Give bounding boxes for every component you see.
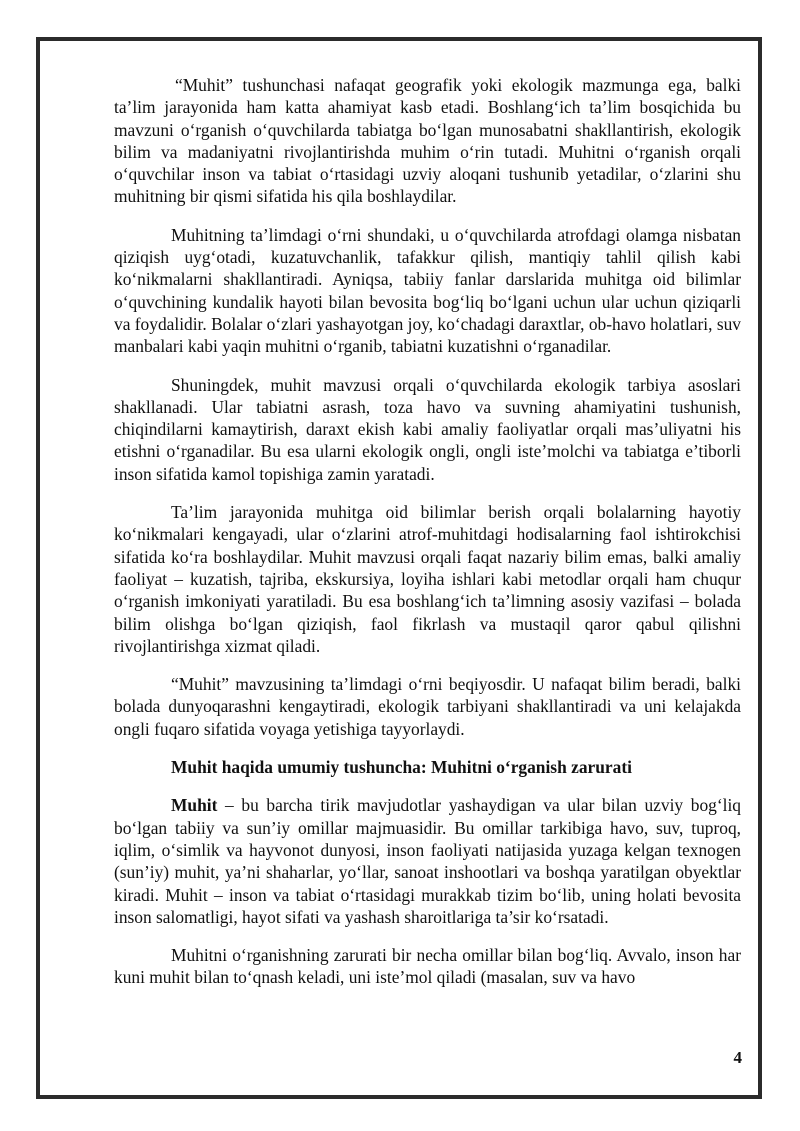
paragraph-intro: “Muhit” tushunchasi nafaqat geografik yoki ekologik mazmunga ega, balki ta’lim jarayonida ham katta ahamiyat kasb etadi. Boshlang‘ich ta’lim bosqichida bu mavzuni o‘rganish o‘quvchilarda tabiatga bo‘lgan munosabatni shakllantirish, ekologik bilim va madaniyatni rivojlantirishda muhim o‘rin tutadi. Muhitni o‘rganish orqali o‘quvchilar inson va tabiat o‘rtasidagi uzviy aloqani tushunib yetadilar, o‘zlarini shu muhitning bir qismi sifatida his qila boshlaydilar. xyxy=(114,75,741,207)
paragraph-conclusion: “Muhit” mavzusining ta’limdagi o‘rni beqiyosdir. U nafaqat bilim beradi, balki bolada dunyoqarashni kengaytiradi, ekologik tarbiyani shakllantiradi va uni kelajakda ongli fuqaro sifatida voyaga yetishiga tayyorlaydi. xyxy=(114,674,741,739)
paragraph-necessity: Muhitni o‘rganishning zarurati bir necha omillar bilan bog‘liq. Avvalo, inson har kuni muhit bilan to‘qnash keladi, uni iste’mol qiladi (masalan, suv va havo xyxy=(114,945,741,988)
definition-term: Muhit xyxy=(171,795,218,816)
page-number: 4 xyxy=(733,1048,742,1067)
paragraph-ecological-upbringing: Shuningdek, muhit mavzusi orqali o‘quvchilarda ekologik tarbiya asoslari shakllanadi. Ular tabiatni asrash, toza havo va suvning ahamiyatini tushunish, chiqindilarni kamaytirish, daraxt ekish kabi amaliy faoliyatlar orqali mas’uliyatni his etishni o‘rganadilar. Bu esa ularni ekologik ongli, ongli iste’molchi va tabiatga e’tiborli inson sifatida kamol topishiga zamin yaratadi. xyxy=(114,374,741,484)
document-body xyxy=(114,74,741,1005)
paragraph-definition xyxy=(114,794,741,928)
definition-text: – bu barcha tirik mavjudotlar yashaydigan va ular bilan uzviy bog‘liq bo‘lgan tabiiy va sun’iy omillar majmuasidir. Bu omillar tarkibiga havo, suv, tuproq, iqlim, o‘simlik va hayvonot dunyosi, inson faoliyati natijasida yuzaga kelgan texnogen (sun’iy) muhit, ya’ni shaharlar, yo‘llar, sanoat inshootlari va boshqa yaratilgan obyektlar kiradi. Muhit – inson va tabiat o‘rtasidagi murakkab tizim bo‘lib, uning holati bevosita inson salomatligi, hayot sifati va yashash sharoitlariga ta’sir ko‘rsatadi. xyxy=(114,795,741,927)
paragraph-life-skills: Ta’lim jarayonida muhitga oid bilimlar berish orqali bolalarning hayotiy ko‘nikmalari kengayadi, ular o‘zlarini atrof-muhitdagi hodisalarning faol ishtirokchisi sifatida ko‘ra boshlaydilar. Muhit mavzusi orqali faqat nazariy bilim emas, balki amaliy faoliyat – kuzatish, tajriba, ekskursiya, loyiha ishlari kabi metodlar orqali ham chuqur o‘rganish imkoniyati yaratiladi. Bu esa boshlang‘ich ta’limning asosiy vazifasi – bolada bilim olishga bo‘lgan qiziqish, faol fikrlash va mustaqil qaror qabul qilishni rivojlantirishga xizmat qiladi. xyxy=(114,502,741,656)
section-heading: Muhit haqida umumiy tushuncha: Muhitni o‘rganish zarurati xyxy=(171,757,632,778)
paragraph-role-in-education: Muhitning ta’limdagi o‘rni shundaki, u o‘quvchilarda atrofdagi olamga nisbatan qiziqish uyg‘otadi, kuzatuvchanlik, tafakkur qilish, mantiqiy tahlil qilish kabi ko‘nikmalarni shakllantiradi. Ayniqsa, tabiiy fanlar darslarida muhitga oid bilimlar o‘quvchining kundalik hayoti bilan bevosita bog‘liq bo‘lgani uchun ular uchun qiziqarli va foydalidir. Bolalar o‘zlari yashayotgan joy, ko‘chadagi daraxtlar, ob-havo holatlari, suv manbalari kabi yaqin muhitni o‘rganib, tabiatni kuzatishni o‘rganadilar. xyxy=(114,224,741,357)
